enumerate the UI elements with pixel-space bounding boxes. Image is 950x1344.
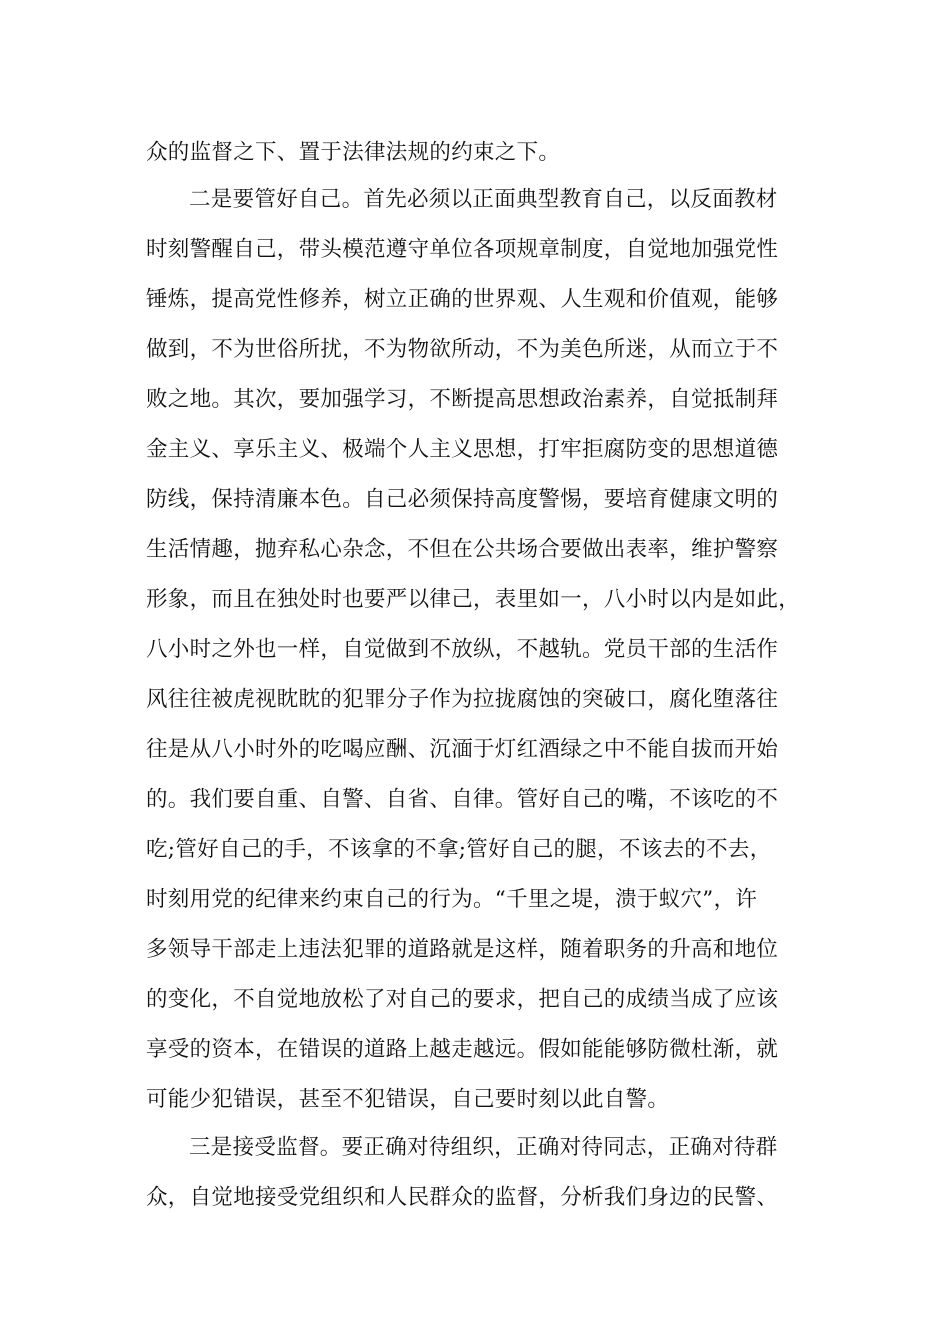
text-line: 金主义、享乐主义、极端个人主义思想，打牢拒腐防变的思想道德 [146, 437, 779, 462]
text-line: 形象，而且在独处时也要严以律己，表里如一，八小时以内是如此， [146, 587, 801, 612]
text-line: 生活情趣，抛弃私心杂念，不但在公共场合要做出表率，维护警察 [146, 537, 779, 562]
text-line: 多领导干部走上违法犯罪的道路就是这样，随着职务的升高和地位 [146, 937, 779, 962]
text-line: 风往往被虎视眈眈的犯罪分子作为拉拢腐蚀的突破口，腐化堕落往 [146, 687, 779, 712]
text-line: 时刻用党的纪律来约束自己的行为。“千里之堤，溃于蚁穴”，许 [146, 887, 758, 912]
text-line: 众，自觉地接受党组织和人民群众的监督，分析我们身边的民警、 [146, 1185, 779, 1210]
text-line: 防线，保持清廉本色。自己必须保持高度警惕，要培育健康文明的 [146, 487, 779, 512]
text-line: 锤炼，提高党性修养，树立正确的世界观、人生观和价值观，能够 [146, 287, 779, 312]
text-line: 众的监督之下、置于法律法规的约束之下。 [146, 140, 561, 165]
text-line: 吃;管好自己的手，不该拿的不拿;管好自己的腿，不该去的不去， [146, 837, 772, 862]
text-line: 败之地。其次，要加强学习，不断提高思想政治素养，自觉抵制拜 [146, 387, 779, 412]
text-line: 享受的资本，在错误的道路上越走越远。假如能能够防微杜渐，就 [146, 1037, 779, 1062]
paragraph-start-line: 二是要管好自己。首先必须以正面典型教育自己，以反面教材 [189, 187, 778, 212]
text-line: 的。我们要自重、自警、自省、自律。管好自己的嘴，不该吃的不 [146, 787, 779, 812]
text-line: 可能少犯错误，甚至不犯错误，自己要时刻以此自警。 [146, 1087, 670, 1112]
text-line: 八小时之外也一样，自觉做到不放纵，不越轨。党员干部的生活作 [146, 637, 779, 662]
text-line: 往是从八小时外的吃喝应酬、沉湎于灯红酒绿之中不能自拔而开始 [146, 737, 779, 762]
paragraph-start-line: 三是接受监督。要正确对待组织，正确对待同志，正确对待群 [189, 1135, 778, 1160]
text-line: 做到，不为世俗所扰，不为物欲所动，不为美色所迷，从而立于不 [146, 337, 779, 362]
text-line: 时刻警醒自己，带头模范遵守单位各项规章制度，自觉地加强党性 [146, 237, 779, 262]
text-line: 的变化，不自觉地放松了对自己的要求，把自己的成绩当成了应该 [146, 987, 779, 1012]
